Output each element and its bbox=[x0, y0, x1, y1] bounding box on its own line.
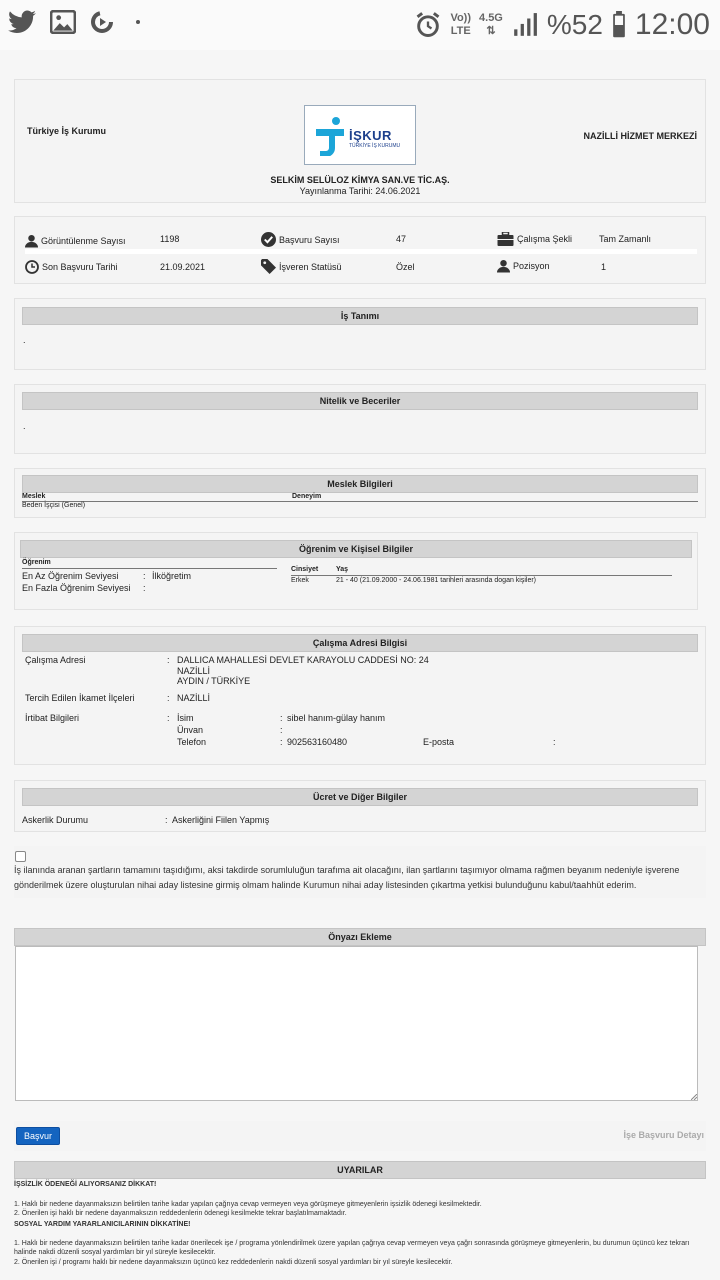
app-icon bbox=[90, 10, 114, 34]
age-value: 21 - 40 (21.09.2000 - 24.06.1981 tarihleri arasında dogan kişiler) bbox=[336, 577, 537, 584]
deadline-label: Son Başvuru Tarihi bbox=[42, 262, 118, 272]
position-value: 1 bbox=[601, 262, 607, 272]
contact-name-sep: : bbox=[280, 713, 283, 723]
job-description-title: İş Tanımı bbox=[22, 307, 698, 325]
tag-icon bbox=[261, 259, 276, 274]
warning-heading-social: SOSYAL YARDIM YARARLANICILARININ DİKKATİNE! bbox=[14, 1221, 191, 1228]
signal-icon bbox=[511, 12, 539, 38]
clock: 12:00 bbox=[634, 8, 710, 41]
other-info-title: Ücret ve Diğer Bilgiler bbox=[22, 788, 698, 806]
work-address-sep: : bbox=[167, 655, 170, 665]
notification-dot-icon bbox=[136, 20, 140, 24]
job-header-card bbox=[14, 79, 706, 203]
min-education-label: En Az Öğrenim Seviyesi bbox=[22, 571, 119, 581]
check-circle-icon bbox=[261, 232, 276, 247]
contact-email-label: E-posta bbox=[423, 737, 455, 747]
iskur-logo bbox=[304, 105, 416, 165]
contact-label: İrtibat Bilgileri bbox=[25, 713, 80, 723]
volte-indicator bbox=[450, 12, 471, 38]
applications-stat bbox=[261, 232, 340, 247]
views-value: 1198 bbox=[160, 234, 180, 244]
position-stat bbox=[497, 259, 550, 273]
military-label: Askerlik Durumu bbox=[22, 815, 89, 825]
deadline-value: 21.09.2021 bbox=[160, 262, 206, 272]
education-card bbox=[14, 532, 698, 610]
data-arrows-icon: ⇅ bbox=[486, 25, 496, 37]
pref-district-label: Tercih Edilen İkamet İlçeleri bbox=[25, 693, 135, 703]
contact-phone-sep: : bbox=[280, 737, 283, 747]
work-address-value bbox=[177, 655, 429, 687]
skills-title: Nitelik ve Beceriler bbox=[22, 392, 698, 410]
cover-letter-title: Önyazı Ekleme bbox=[14, 928, 706, 946]
contact-phone-value: 902563160480 bbox=[287, 737, 348, 747]
briefcase-icon bbox=[497, 232, 514, 246]
personal-divider bbox=[291, 575, 672, 576]
warning-item-2: 2. Önerilen işi haklı bir nedene dayanmaksızın reddedenlerin ödenegi kesilmekte tekrar başlatılmamaktadır. bbox=[14, 1210, 347, 1217]
twitter-icon bbox=[8, 10, 36, 34]
gender-col-head: Cinsiyet bbox=[291, 566, 319, 573]
alarm-icon bbox=[414, 11, 442, 39]
logo-subtext: TÜRKİYE İŞ KURUMU bbox=[349, 143, 401, 149]
applications-label: Başvuru Sayısı bbox=[279, 234, 340, 245]
education-divider bbox=[22, 568, 277, 569]
company-name: SELKİM SELÜLOZ KİMYA SAN.VE TİC.AŞ. bbox=[270, 175, 450, 185]
education-col-head: Öğrenim bbox=[22, 559, 51, 566]
address-line1: DALLICA MAHALLESİ DEVLET KARAYOLU CADDESİ NO: 24 bbox=[177, 655, 429, 665]
other-info-card bbox=[14, 780, 706, 832]
contact-name-label: İsim bbox=[177, 713, 194, 723]
profession-col-head: Meslek bbox=[22, 493, 46, 500]
contact-title-sep: : bbox=[280, 725, 283, 735]
contact-email-sep: : bbox=[553, 737, 556, 747]
person-icon bbox=[497, 259, 510, 273]
contact-name-value: sibel hanım-gülay hanım bbox=[287, 713, 386, 723]
military-value: Askerliğini Fiilen Yapmış bbox=[172, 815, 270, 825]
skills-content: . bbox=[23, 421, 26, 431]
address-card bbox=[14, 626, 706, 765]
iskur-logo-icon bbox=[314, 116, 348, 156]
experience-col-head: Deneyim bbox=[292, 493, 322, 500]
warning-item-4: 2. Önerilen işi / programı haklı bir nedene dayanmaksızın üçüncü kez reddedenlerin nakdi düzenli sosyal yardımları bir yıl süreyle kesilecektir. bbox=[14, 1259, 453, 1266]
max-education-sep: : bbox=[143, 583, 146, 593]
profession-title: Meslek Bilgileri bbox=[22, 475, 698, 493]
deadline-stat bbox=[25, 260, 117, 274]
contact-phone-label: Telefon bbox=[177, 737, 207, 747]
max-education-label: En Fazla Öğrenim Seviyesi bbox=[22, 583, 131, 593]
publish-date: Yayınlanma Tarihi: 24.06.2021 bbox=[299, 186, 421, 196]
battery-percent: %52 bbox=[546, 9, 603, 40]
min-education-sep: : bbox=[143, 571, 146, 581]
address-line2: NAZİLLİ bbox=[177, 665, 211, 676]
profession-divider bbox=[22, 501, 698, 502]
applications-value: 47 bbox=[396, 234, 407, 244]
worktype-stat bbox=[497, 232, 572, 246]
lte-label: LTE bbox=[450, 25, 471, 37]
consent-text: İş ilanında aranan şartların tamamını taşıdığımı, aksi takdirde sorumluluğun tarafıma ait olacağını, ilan şartlarını taşımıyor olmama rağmen beyanım nedeniyle işverene gönderilmek üzere oluşturulan nihai aday listesine girmiş olmam halinde Kurumun nihai aday listesinden çıkartma yetkisi bulunduğunu kabul/taahhüt ederim. bbox=[14, 865, 680, 890]
job-description-card bbox=[14, 298, 706, 370]
pref-district-value: NAZİLLİ bbox=[177, 693, 211, 703]
image-icon bbox=[50, 10, 76, 34]
profession-value: Beden İşçisi (Genel) bbox=[22, 502, 86, 509]
gender-value: Erkek bbox=[291, 577, 309, 584]
clock-icon bbox=[25, 260, 39, 274]
user-icon bbox=[25, 234, 38, 248]
stats-card bbox=[14, 216, 706, 284]
min-education-value: İlköğretim bbox=[152, 571, 192, 581]
address-title: Çalışma Adresi Bilgisi bbox=[22, 634, 698, 652]
position-label: Pozisyon bbox=[513, 261, 550, 271]
warnings-title: UYARILAR bbox=[14, 1161, 706, 1179]
employer-value: Özel bbox=[396, 262, 415, 272]
volte-label: Vo)) bbox=[450, 12, 472, 24]
warning-item-1: 1. Haklı bir nedene dayanmaksızın belirtilen tarihe kadar yapılan çağrıya cevap vermeyen veya görüşmeye gitmeyenlerin işsizlik ödenegi kesilmektedir. bbox=[14, 1201, 482, 1208]
education-title: Öğrenim ve Kişisel Bilgiler bbox=[20, 540, 692, 558]
employer-stat bbox=[261, 259, 342, 274]
warning-heading-unemployment: İŞSİZLİK ÖDENEĞİ ALIYORSANIZ DİKKAT! bbox=[14, 1181, 157, 1188]
pref-district-sep: : bbox=[167, 693, 170, 703]
resize-handle-icon[interactable] bbox=[691, 1094, 697, 1100]
worktype-label: Çalışma Şekli bbox=[517, 234, 573, 244]
job-description-content: . bbox=[23, 335, 26, 345]
network-gen-label: 4.5G bbox=[479, 12, 503, 24]
skills-card bbox=[14, 384, 706, 454]
profession-card bbox=[14, 468, 706, 518]
application-detail-link[interactable]: İşe Başvuru Detayı bbox=[623, 1130, 704, 1140]
logo-text: İŞKUR bbox=[349, 128, 392, 143]
contact-title-label: Ünvan bbox=[177, 725, 204, 735]
views-label: Görüntülenme Sayısı bbox=[41, 236, 126, 246]
org-name: Türkiye İş Kurumu bbox=[27, 126, 107, 136]
battery-icon bbox=[611, 11, 627, 39]
consent-checkbox[interactable] bbox=[15, 851, 26, 862]
warning-item-3: 1. Haklı bir nedene dayanmaksızın belirtilen tarihe kadar önerilecek işe / programa yönlendirilmek üzere yapılan çağrıya cevap vermeyen veya çağrı sonrasında görüşmeye gitmeyenlerin, bu durumun üçüncü kez tekrarı halinde nakdi düzenli sosyal yardımları bir yıl süreyle kesilecektir. bbox=[14, 1240, 690, 1256]
stats-divider bbox=[25, 249, 697, 254]
actions-bar bbox=[14, 1121, 706, 1151]
cover-letter-textarea[interactable] bbox=[15, 946, 698, 1101]
network-gen-indicator bbox=[479, 12, 503, 38]
status-bar bbox=[0, 0, 720, 50]
contact-sep: : bbox=[167, 713, 170, 723]
employer-label: İşveren Statüsü bbox=[279, 261, 342, 272]
apply-button[interactable]: Başvur bbox=[16, 1127, 60, 1145]
work-address-label: Çalışma Adresi bbox=[25, 655, 86, 665]
views-stat bbox=[25, 234, 126, 248]
address-line3: AYDIN / TÜRKİYE bbox=[177, 676, 251, 686]
service-center: NAZİLLİ HİZMET MERKEZİ bbox=[583, 131, 697, 141]
age-col-head: Yaş bbox=[336, 566, 349, 573]
military-sep: : bbox=[165, 815, 168, 825]
worktype-value: Tam Zamanlı bbox=[599, 234, 652, 244]
